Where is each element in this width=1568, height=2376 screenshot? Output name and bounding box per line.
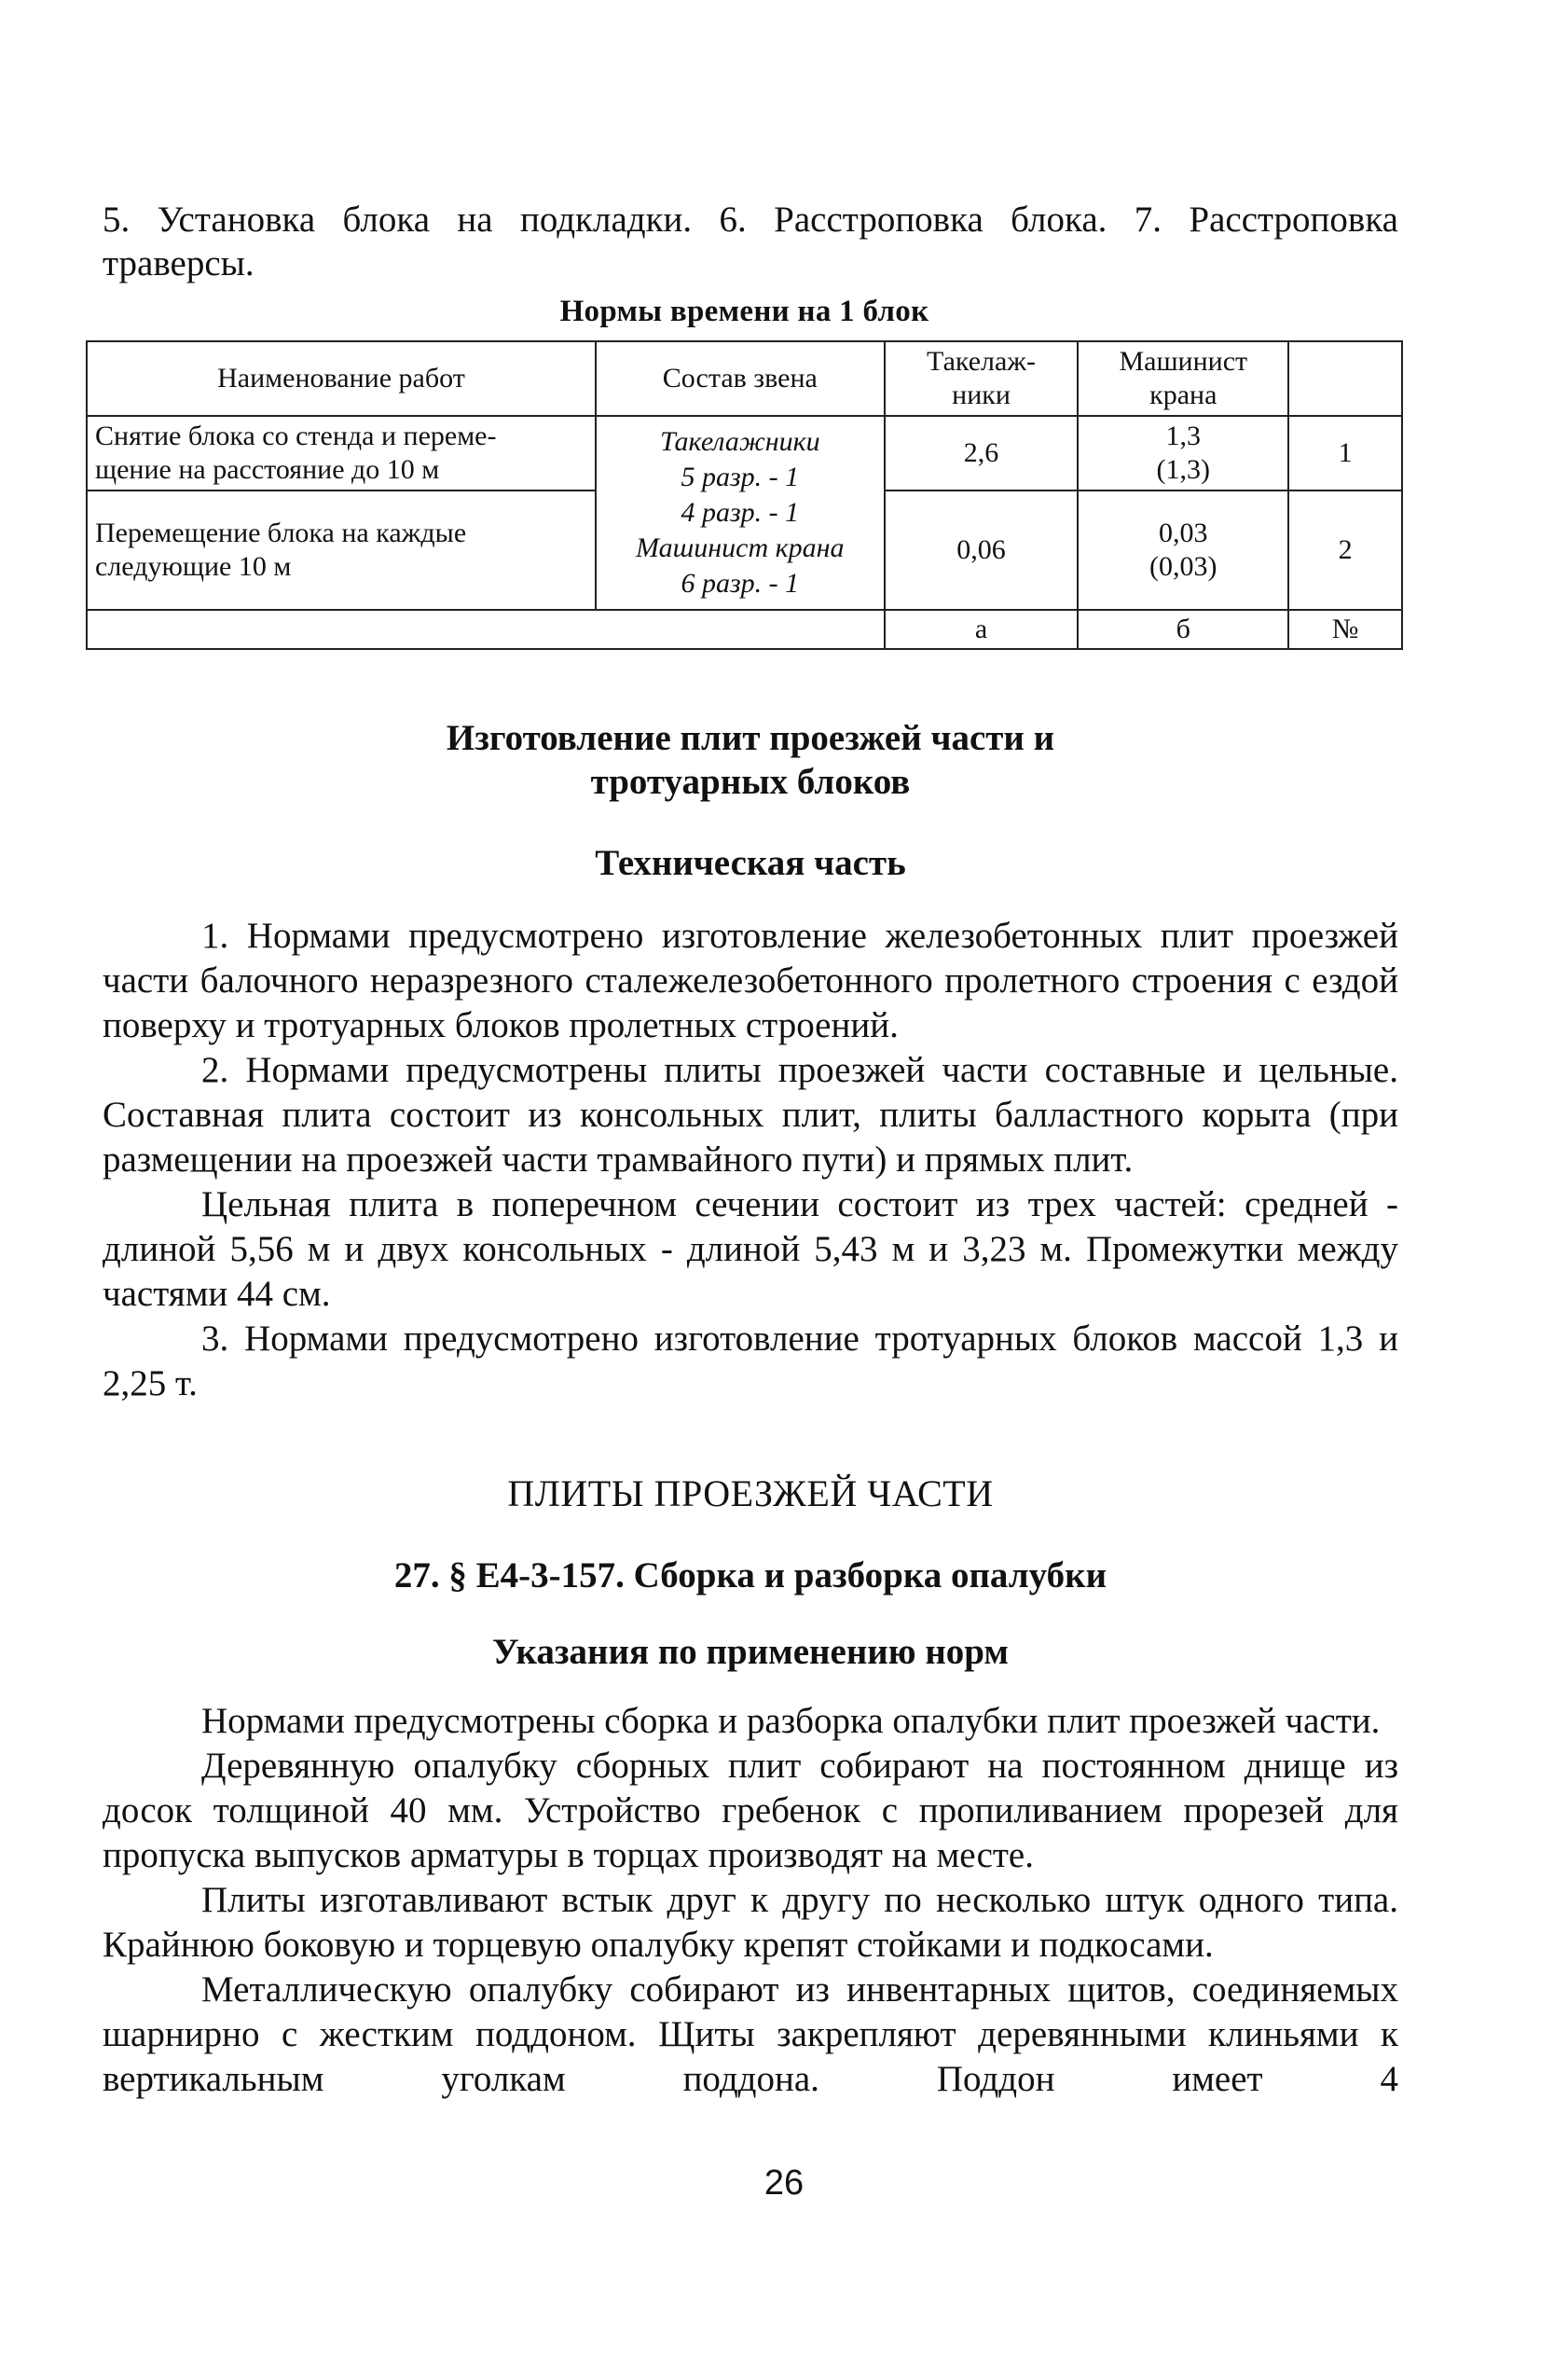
technical-paragraphs xyxy=(103,914,1398,1406)
crew-line-1: Такелажники xyxy=(659,426,820,457)
crew-line-2: 5 разр. - 1 xyxy=(681,462,800,492)
row2-num: 2 xyxy=(1288,490,1402,610)
section-title-l1: Изготовление плит проезжей части и xyxy=(446,718,1055,758)
row1-riggers: 2,6 xyxy=(885,416,1079,490)
header-crew: Состав звена xyxy=(596,341,885,416)
row1-operator-l1: 1,3 xyxy=(1165,421,1202,451)
header-riggers-l2: ники xyxy=(952,380,1011,410)
row2-operator-l1: 0,03 xyxy=(1159,518,1208,548)
footer-num: № xyxy=(1288,610,1402,649)
crew-line-3: 4 разр. - 1 xyxy=(681,497,800,528)
chapter-title: ПЛИТЫ ПРОЕЗЖЕЙ ЧАСТИ xyxy=(507,1472,994,1514)
page-number: 26 xyxy=(763,2163,805,2203)
footer-a: а xyxy=(885,610,1079,649)
top-text-line2: траверсы. xyxy=(103,243,254,283)
row2-riggers: 0,06 xyxy=(885,490,1079,610)
norms-table xyxy=(86,340,1403,650)
top-text-line1: 5. Установка блока на подкладки. 6. Расстроповка блока. 7. Расстроповка xyxy=(103,200,1398,240)
table-header-row xyxy=(87,341,1402,416)
subsection-heading xyxy=(103,841,1398,885)
table-title: Нормы времени на 1 блок xyxy=(559,295,929,328)
row1-num: 1 xyxy=(1288,416,1402,490)
crew-line-5: 6 разр. - 1 xyxy=(681,568,800,599)
crew-line-4: Машинист крана xyxy=(636,532,845,563)
paragraph-title: 27. § Е4-3-157. Сборка и разборка опалубки xyxy=(393,1555,1107,1596)
row2-work-l1: Перемещение блока на каждые xyxy=(95,518,467,548)
section-title-l2: тротуарных блоков xyxy=(590,762,911,802)
guidance-paragraphs xyxy=(103,1699,1398,2102)
row1-work xyxy=(87,416,596,490)
guide-para-3: Плиты изготавливают встык друг к другу по несколько штук одного типа. Крайнюю боковую и торцевую опалубку крепят стойками и подкосами. xyxy=(103,1880,1398,1965)
paragraph-heading xyxy=(103,1554,1398,1597)
row1-work-l1: Снятие блока со стенда и переме- xyxy=(95,421,497,451)
row1-work-l2: щение на расстояние до 10 м xyxy=(95,454,440,485)
header-work-name: Наименование работ xyxy=(87,341,596,416)
guide-para-1: Нормами предусмотрены сборка и разборка опалубки плит проезжей части. xyxy=(201,1701,1381,1741)
header-num xyxy=(1288,341,1402,416)
header-riggers-l1: Такелаж- xyxy=(926,346,1037,377)
tech-para-2: 2. Нормами предусмотрены плиты проезжей части составные и цельные. Составная плита состоит из консольных плит, плиты балластного корыта (при размещении на проезжей части трамвайного пути) и прямых плит. xyxy=(103,1050,1398,1180)
crew-cell xyxy=(596,416,885,610)
guidance-heading xyxy=(103,1630,1398,1674)
footer-b: б xyxy=(1078,610,1288,649)
row2-work xyxy=(87,490,596,610)
tech-para-3: Цельная плита в поперечном сечении состоит из трех частей: средней - длиной 5,56 м и двух консольных - длиной 5,43 м и 3,23 м. Промежутки между частями 44 см. xyxy=(103,1184,1398,1314)
header-riggers xyxy=(885,341,1079,416)
header-operator-l2: крана xyxy=(1149,380,1217,410)
guide-para-4: Металлическую опалубку собирают из инвентарных щитов, соединяемых шарнирно с жестким поддоном. Щиты закрепляют деревянными клиньями к вертикальным уголкам поддона. Поддон имеет 4 xyxy=(103,1969,1398,2099)
tech-para-1: 1. Нормами предусмотрено изготовление железобетонных плит проезжей части балочного неразрезного сталежелезобетонного пролетного строения с ездой поверху и тротуарных блоков пролетных строений. xyxy=(103,916,1398,1045)
row2-operator-l2: (0,03) xyxy=(1149,551,1217,582)
table-row xyxy=(87,416,1402,490)
footer-empty xyxy=(87,610,885,649)
top-text xyxy=(103,198,1398,285)
header-operator-l1: Машинист xyxy=(1119,346,1248,377)
row1-operator-l2: (1,3) xyxy=(1156,454,1211,485)
guidance-title: Указания по применению норм xyxy=(492,1632,1009,1672)
header-operator xyxy=(1078,341,1288,416)
table-footer-row xyxy=(87,610,1402,649)
section-heading xyxy=(103,716,1398,804)
guide-para-2: Деревянную опалубку сборных плит собирают на постоянном днище из досок толщиной 40 мм. Устройство гребенок с пропиливанием прорезей для пропуска выпусков арматуры в торцах производят на месте. xyxy=(103,1746,1398,1875)
tech-para-4: 3. Нормами предусмотрено изготовление тротуарных блоков массой 1,3 и 2,25 т. xyxy=(103,1319,1398,1403)
subsection-title: Техническая часть xyxy=(595,843,906,883)
table-title-wrap xyxy=(86,289,1403,338)
row1-operator xyxy=(1078,416,1288,490)
chapter-heading xyxy=(103,1471,1398,1516)
row2-operator xyxy=(1078,490,1288,610)
row2-work-l2: следующие 10 м xyxy=(95,551,292,582)
